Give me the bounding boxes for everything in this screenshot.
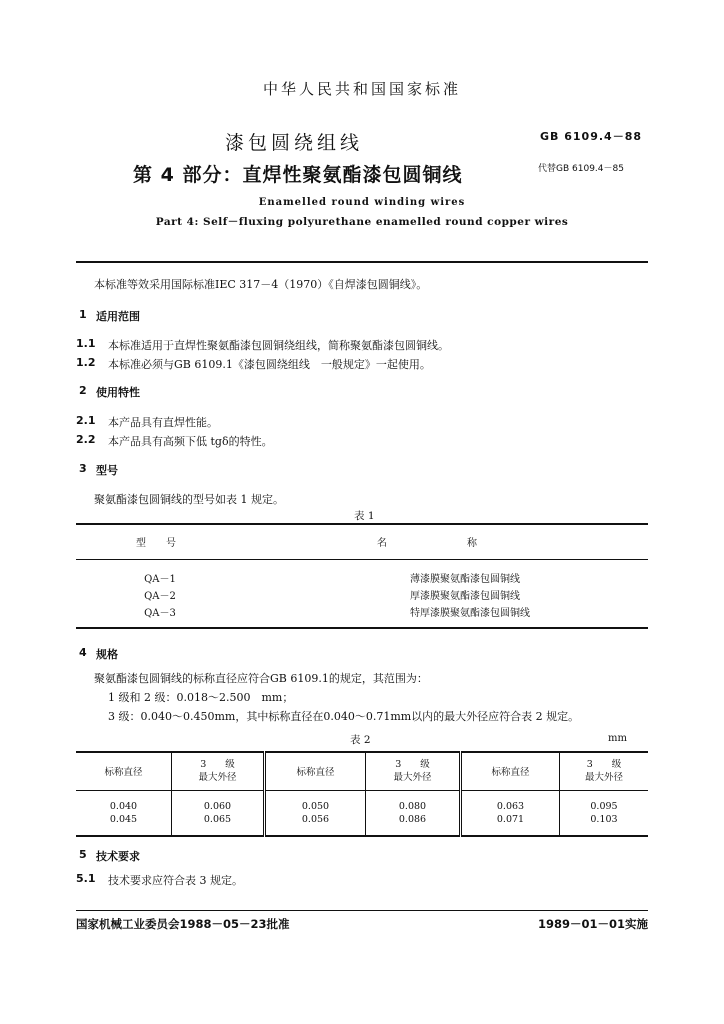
table-row (76, 586, 648, 603)
table-2-cell: 0.060 (172, 790, 265, 812)
table-2-cell: 0.080 (366, 790, 461, 812)
table-1-cell: 薄漆膜聚氨酯漆包圆铜线 (410, 574, 520, 585)
table-1-caption: 表 1 (354, 510, 375, 522)
intro-paragraph: 本标准等效采用国际标准IEC 317－4（1970）《自焊漆包圆铜线》。 (94, 278, 428, 291)
table-row (76, 524, 648, 559)
table-row (76, 790, 648, 812)
table-1-cell: QA－1 (144, 574, 176, 585)
section-3-text: 聚氨酯漆包圆铜线的型号如表 1 规定。 (94, 493, 284, 506)
section-4-title: 规格 (96, 648, 118, 661)
table-2-header-maxod (366, 752, 461, 790)
section-2-number: 2 (79, 384, 87, 397)
table-2-cell: 0.086 (366, 812, 461, 836)
section-1-title: 适用范围 (96, 310, 140, 323)
title-en-line2: Part 4: Self－fluxing polyurethane enamelled round copper wires (155, 216, 569, 228)
title-en-line1: Enamelled round winding wires (258, 197, 466, 208)
section-4-number: 4 (79, 646, 87, 659)
issuing-org: 中华人民共和国国家标准 (262, 80, 461, 98)
section-4-text-1: 聚氨酯漆包圆铜线的标称直径应符合GB 6109.1的规定，其范围为： (94, 672, 428, 685)
table-2-cell: 0.040 (76, 790, 172, 812)
table-2 (76, 751, 648, 837)
section-4-text-3: 3 级：0.040～0.450mm，其中标称直径在0.040～0.71mm以内的最大外径应符合表 2 规定。 (108, 710, 580, 723)
clause-2-2-number: 2.2 (76, 433, 96, 446)
section-3-title: 型号 (96, 464, 118, 477)
table-row (76, 603, 648, 620)
clause-2-1-number: 2.1 (76, 414, 96, 427)
section-2-title: 使用特性 (96, 386, 140, 399)
clause-2-1-text: 本产品具有直焊性能。 (108, 416, 218, 429)
table-1-header-model: 型 号 (136, 538, 176, 550)
table-2-header-maxod (560, 752, 649, 790)
table-1-cell: QA－2 (144, 591, 176, 602)
replaces-standard: 代替GB 6109.4－85 (538, 164, 624, 174)
clause-1-1-text: 本标准适用于直焊性聚氨酯漆包圆铜绕组线，简称聚氨酯漆包圆铜线。 (108, 339, 449, 352)
section-5-title: 技术要求 (96, 850, 140, 863)
table-2-cell: 0.063 (461, 790, 560, 812)
table-2-header-nominal: 标称直径 (461, 752, 560, 790)
grade-label: 3 级 (586, 759, 622, 771)
title-separator (76, 261, 648, 263)
table-row (76, 752, 648, 790)
table-1 (76, 523, 648, 629)
table-2-cell: 0.050 (265, 790, 366, 812)
table-2-cell: 0.095 (590, 801, 618, 812)
table-2-cell: 0.071 (461, 812, 560, 836)
section-1-number: 1 (79, 308, 87, 321)
section-5-number: 5 (79, 848, 87, 861)
footer-separator (76, 910, 648, 911)
table-2-cell: 0.103 (590, 814, 618, 825)
table-row (76, 620, 648, 628)
table-2-header-maxod (172, 752, 265, 790)
clause-1-2-number: 1.2 (76, 356, 96, 369)
clause-2-2-text: 本产品具有高频下低 tgδ的特性。 (108, 435, 273, 448)
table-2-caption: 表 2 (350, 734, 371, 746)
table-2-cell: 0.045 (76, 812, 172, 836)
max-od-label: 最大外径 (584, 772, 623, 784)
clause-1-2-text: 本标准必须与GB 6109.1《漆包圆绕组线 一般规定》一起使用。 (108, 358, 431, 371)
table-2-header-nominal: 标称直径 (265, 752, 366, 790)
table-1-cell: 厚漆膜聚氨酯漆包圆铜线 (410, 591, 520, 602)
max-od-label: 最大外径 (393, 772, 432, 784)
table-2-header-nominal: 标称直径 (76, 752, 172, 790)
effective-date: 1989－01－01实施 (538, 917, 649, 931)
title-cn-line2: 第 4 部分：直焊性聚氨酯漆包圆铜线 (133, 164, 463, 186)
table-row (76, 569, 648, 586)
grade-label: 3 级 (395, 759, 430, 771)
table-2-unit: mm (608, 733, 627, 744)
standard-number: GB 6109.4－88 (540, 130, 642, 143)
table-2-cell: 0.056 (265, 812, 366, 836)
table-1-header-name: 名 称 (377, 538, 477, 550)
max-od-label: 最大外径 (198, 772, 237, 784)
clause-5-1-text: 技术要求应符合表 3 规定。 (108, 874, 243, 887)
section-3-number: 3 (79, 462, 87, 475)
clause-5-1-number: 5.1 (76, 872, 96, 885)
table-row (76, 812, 648, 836)
grade-label: 3 级 (200, 759, 235, 771)
section-4-text-2: 1 级和 2 级：0.018～2.500 mm； (108, 691, 294, 704)
title-cn-line1: 漆包圆绕组线 (225, 132, 364, 154)
table-1-cell: 特厚漆膜聚氨酯漆包圆铜线 (410, 608, 530, 619)
approval-note: 国家机械工业委员会1988－05－23批准 (76, 917, 290, 931)
table-2-cell: 0.065 (172, 812, 265, 836)
clause-1-1-number: 1.1 (76, 337, 96, 350)
table-row (76, 559, 648, 569)
table-1-cell: QA－3 (144, 608, 176, 619)
